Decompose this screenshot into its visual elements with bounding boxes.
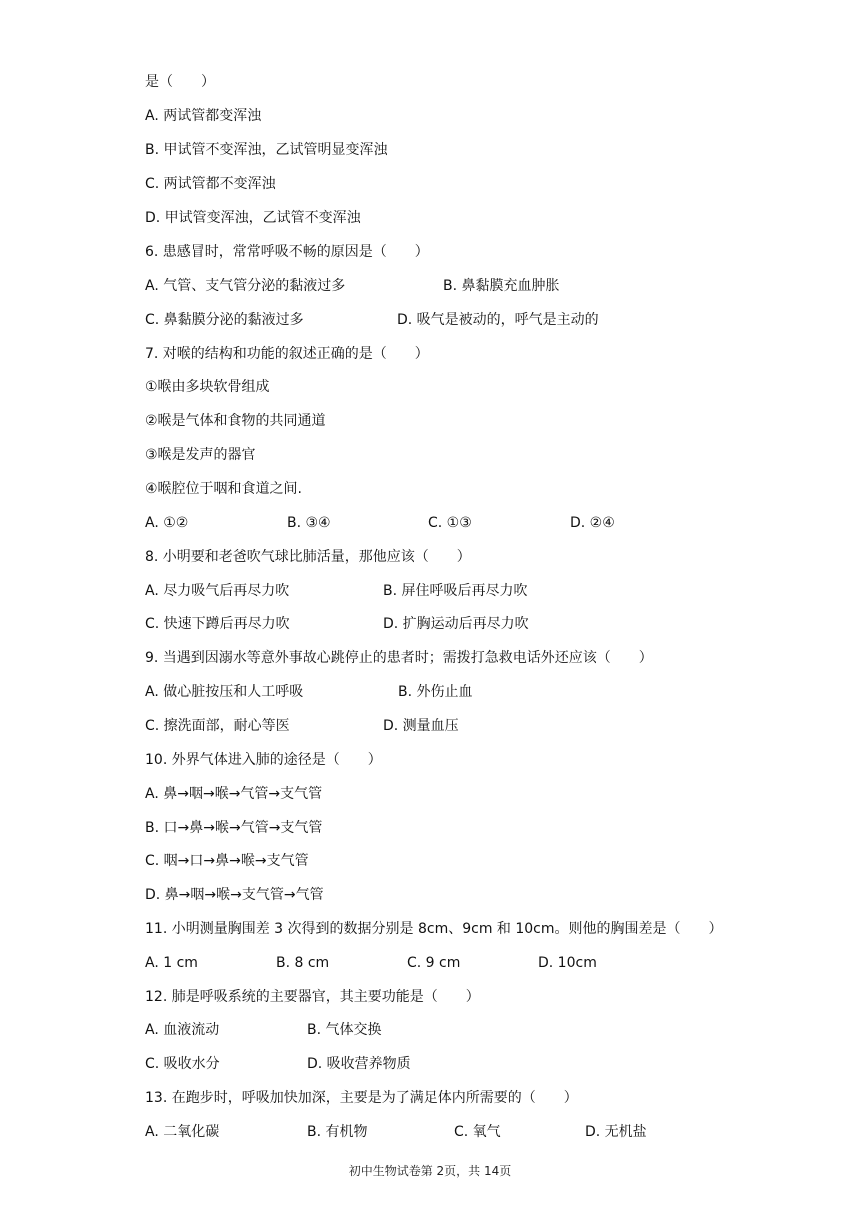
question-7-statement-1: ①喉由多块软骨组成	[145, 379, 270, 395]
question-7-statement-2: ②喉是气体和食物的共同通道	[145, 413, 326, 429]
page-footer: 初中生物试卷第 2页，共 14页	[348, 1164, 512, 1178]
question-10-option-c: C. 咽→口→鼻→喉→支气管	[145, 853, 309, 869]
question-8-option-c: C. 快速下蹲后再尽力吹	[145, 616, 290, 632]
question-12-option-a: A. 血液流动	[145, 1022, 220, 1038]
question-5-option-d: D. 甲试管变浑浊，乙试管不变浑浊	[145, 210, 361, 226]
question-6-option-b: B. 鼻黏膜充血肿胀	[443, 278, 560, 294]
question-13-option-a: A. 二氧化碳	[145, 1124, 220, 1140]
question-7-option-a: A. ①②	[145, 515, 189, 531]
question-11-option-b: B. 8 cm	[276, 955, 330, 971]
question-8-stem: 8. 小明要和老爸吹气球比肺活量，那他应该（ ）	[145, 549, 471, 565]
question-7-option-c: C. ①③	[428, 515, 472, 531]
question-10-stem: 10. 外界气体进入肺的途径是（ ）	[145, 752, 382, 768]
question-12-stem: 12. 肺是呼吸系统的主要器官，其主要功能是（ ）	[145, 989, 480, 1005]
question-5-option-a: A. 两试管都变浑浊	[145, 108, 262, 124]
question-8-option-a: A. 尽力吸气后再尽力吹	[145, 583, 290, 599]
question-11-stem: 11. 小明测量胸围差 3 次得到的数据分别是 8cm、9cm 和 10cm。则他的胸围差是（ ）	[145, 921, 723, 937]
question-7-statement-4: ④喉腔位于咽和食道之间.	[145, 481, 303, 497]
question-13-option-b: B. 有机物	[307, 1124, 368, 1140]
question-8-option-d: D. 扩胸运动后再尽力吹	[383, 616, 529, 632]
question-12-option-b: B. 气体交换	[307, 1022, 382, 1038]
question-6-option-d: D. 吸气是被动的，呼气是主动的	[397, 312, 599, 328]
question-9-option-a: A. 做心脏按压和人工呼吸	[145, 684, 304, 700]
question-7-option-d: D. ②④	[570, 515, 615, 531]
question-10-option-b: B. 口→鼻→喉→气管→支气管	[145, 820, 323, 836]
question-7-stem: 7. 对喉的结构和功能的叙述正确的是（ ）	[145, 346, 429, 362]
question-8-option-b: B. 屏住呼吸后再尽力吹	[383, 583, 528, 599]
question-11-option-a: A. 1 cm	[145, 955, 198, 971]
question-11-option-c: C. 9 cm	[407, 955, 461, 971]
question-9-option-c: C. 擦洗面部，耐心等医	[145, 718, 290, 734]
question-9-option-d: D. 测量血压	[383, 718, 459, 734]
question-10-option-d: D. 鼻→咽→喉→支气管→气管	[145, 887, 324, 903]
question-10-option-a: A. 鼻→咽→喉→气管→支气管	[145, 786, 323, 802]
question-5-option-c: C. 两试管都不变浑浊	[145, 176, 276, 192]
question-5-option-b: B. 甲试管不变浑浊，乙试管明显变浑浊	[145, 142, 388, 158]
question-12-option-d: D. 吸收营养物质	[307, 1056, 411, 1072]
question-13-option-d: D. 无机盐	[585, 1124, 647, 1140]
question-7-statement-3: ③喉是发声的器官	[145, 447, 256, 463]
question-9-option-b: B. 外伤止血	[398, 684, 473, 700]
question-9-stem: 9. 当遇到因溺水等意外事故心跳停止的患者时；需拨打急救电话外还应该（ ）	[145, 650, 653, 666]
question-13-stem: 13. 在跑步时，呼吸加快加深，主要是为了满足体内所需要的（ ）	[145, 1090, 578, 1106]
question-13-option-c: C. 氧气	[454, 1124, 501, 1140]
question-6-option-c: C. 鼻黏膜分泌的黏液过多	[145, 312, 304, 328]
question-12-option-c: C. 吸收水分	[145, 1056, 220, 1072]
question-6-option-a: A. 气管、支气管分泌的黏液过多	[145, 278, 346, 294]
question-5-stem-tail: 是（ ）	[145, 74, 215, 90]
question-11-option-d: D. 10cm	[538, 955, 597, 971]
question-6-stem: 6. 患感冒时，常常呼吸不畅的原因是（ ）	[145, 244, 429, 260]
question-7-option-b: B. ③④	[287, 515, 331, 531]
